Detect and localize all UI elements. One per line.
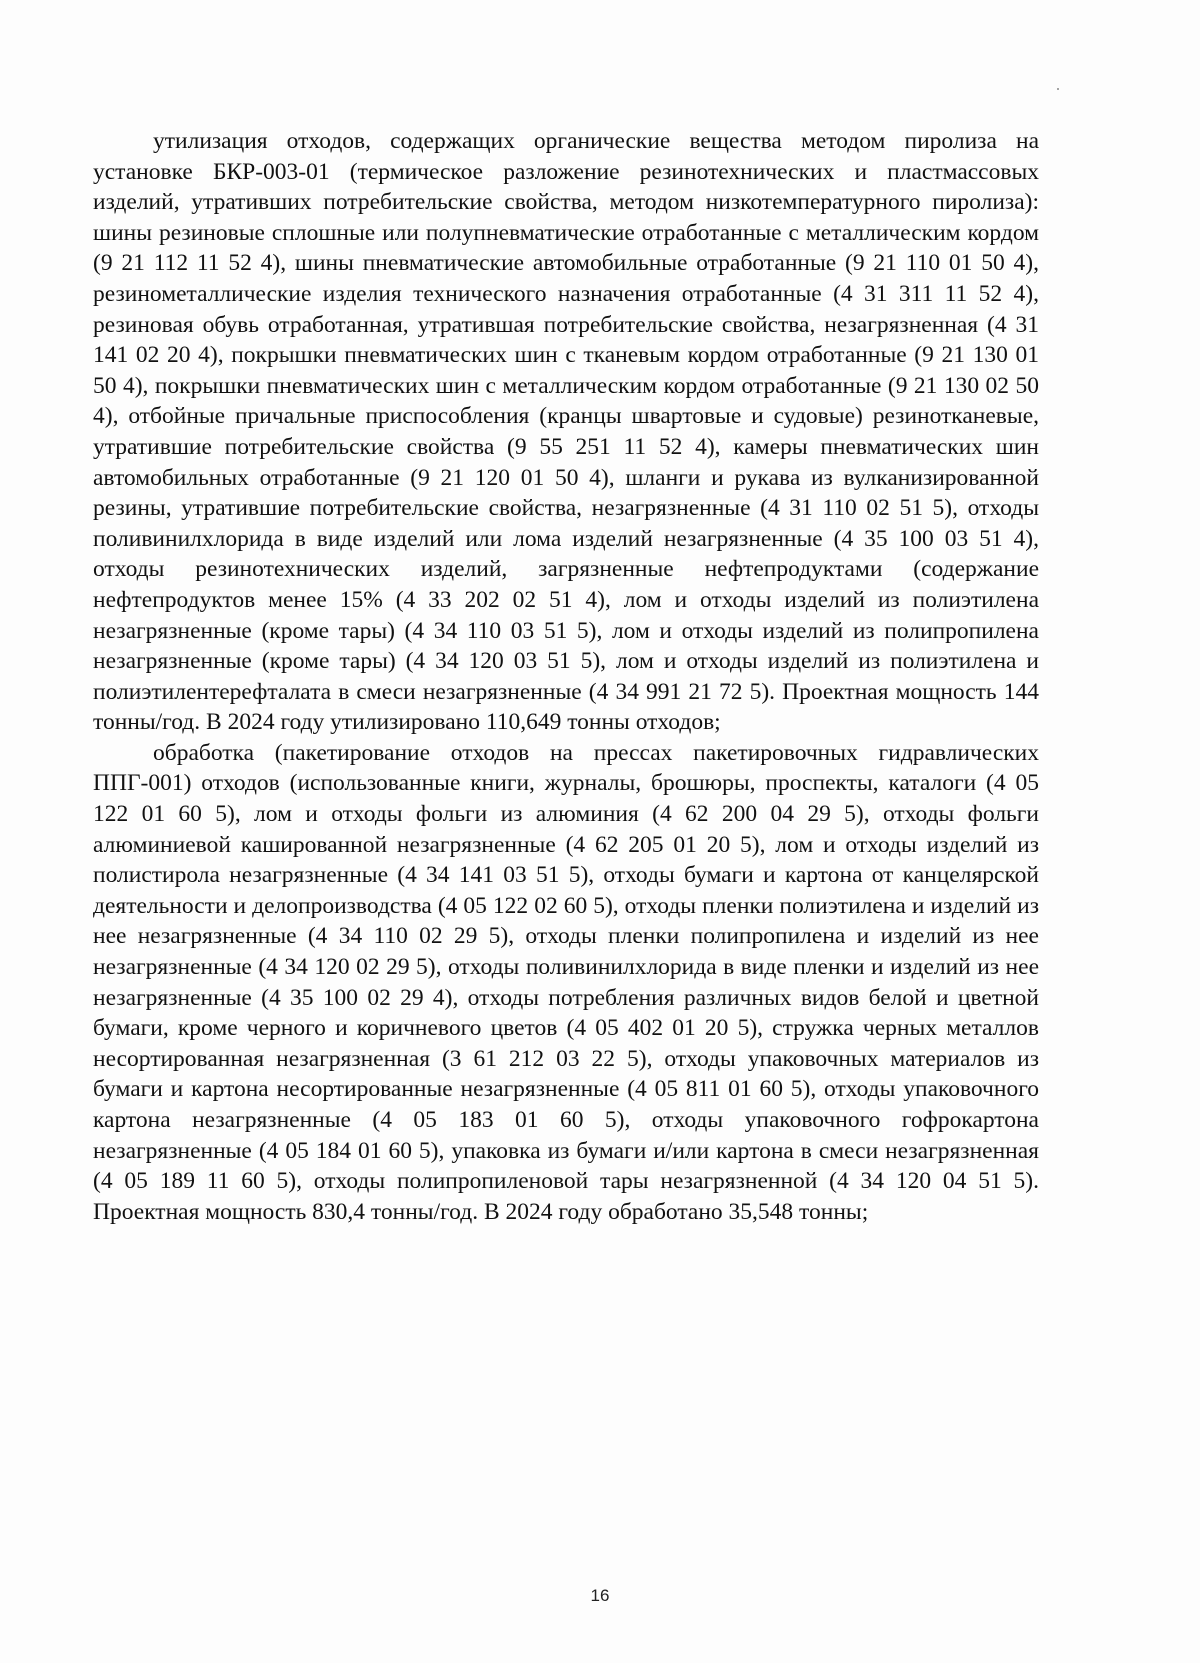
body-text [93, 126, 1039, 1227]
paragraph-pyrolysis-utilization: утилизация отходов, содержащих органические вещества методом пиролиза на установке БКР-003-01 (термическое разложение резинотехнических и пластмассовых изделий, утративших потребительские свойства, методом низкотемпературного пиролиза): шины резиновые сплошные или полупневматические отработанные с металлическим кордом (9 21 112 11 52 4), шины пневматические автомобильные отработанные (9 21 110 01 50 4), резинометаллические изделия технического назначения отработанные (4 31 311 11 52 4), резиновая обувь отработанная, утратившая потребительские свойства, незагрязненная (4 31 141 02 20 4), покрышки пневматических шин с тканевым кордом отработанные (9 21 130 01 50 4), покрышки пневматических шин с металлическим кордом отработанные (9 21 130 02 50 4), отбойные причальные приспособления (кранцы швартовые и судовые) резинотканевые, утратившие потребительские свойства (9 55 251 11 52 4), камеры пневматических шин автомобильных отработанные (9 21 120 01 50 4), шланги и рукава из вулканизированной резины, утратившие потребительские свойства, незагрязненные (4 31 110 02 51 5), отходы поливинилхлорида в виде изделий или лома изделий незагрязненные (4 35 100 03 51 4), отходы резинотехнических изделий, загрязненные нефтепродуктами (содержание нефтепродуктов менее 15% (4 33 202 02 51 4), лом и отходы изделий из полиэтилена незагрязненные (кроме тары) (4 34 110 03 51 5), лом и отходы изделий из полипропилена незагрязненные (кроме тары) (4 34 120 03 51 5), лом и отходы изделий из полиэтилена и полиэтилентерефталата в смеси незагрязненные (4 34 991 21 72 5). Проектная мощность 144 тонны/год. В 2024 году утилизировано 110,649 тонны отходов; [93, 128, 1039, 736]
scan-speck [1057, 88, 1059, 90]
page-number: 16 [590, 1586, 610, 1605]
paragraph-baling-processing: обработка (пакетирование отходов на прессах пакетировочных гидравлических ППГ-001) отходов (использованные книги, журналы, брошюры, проспекты, каталоги (4 05 122 01 60 5), лом и отходы фольги из алюминия (4 62 200 04 29 5), отходы фольги алюминиевой кашированной незагрязненные (4 62 205 01 20 5), лом и отходы изделий из полистирола незагрязненные (4 34 141 03 51 5), отходы бумаги и картона от канцелярской деятельности и делопроизводства (4 05 122 02 60 5), отходы пленки полиэтилена и изделий из нее незагрязненные (4 34 110 02 29 5), отходы пленки полипропилена и изделий из нее незагрязненные (4 34 120 02 29 5), отходы поливинилхлорида в виде пленки и изделий из нее незагрязненные (4 35 100 02 29 4), отходы потребления различных видов белой и цветной бумаги, кроме черного и коричневого цветов (4 05 402 01 20 5), стружка черных металлов несортированная незагрязненная (3 61 212 03 22 5), отходы упаковочных материалов из бумаги и картона несортированные незагрязненные (4 05 811 01 60 5), отходы упаковочного картона незагрязненные (4 05 183 01 60 5), отходы упаковочного гофрокартона незагрязненные (4 05 184 01 60 5), упаковка из бумаги и/или картона в смеси незагрязненная (4 05 189 11 60 5), отходы полипропиленовой тары незагрязненной (4 34 120 04 51 5). Проектная мощность 830,4 тонны/год. В 2024 году обработано 35,548 тонны; [93, 739, 1039, 1225]
